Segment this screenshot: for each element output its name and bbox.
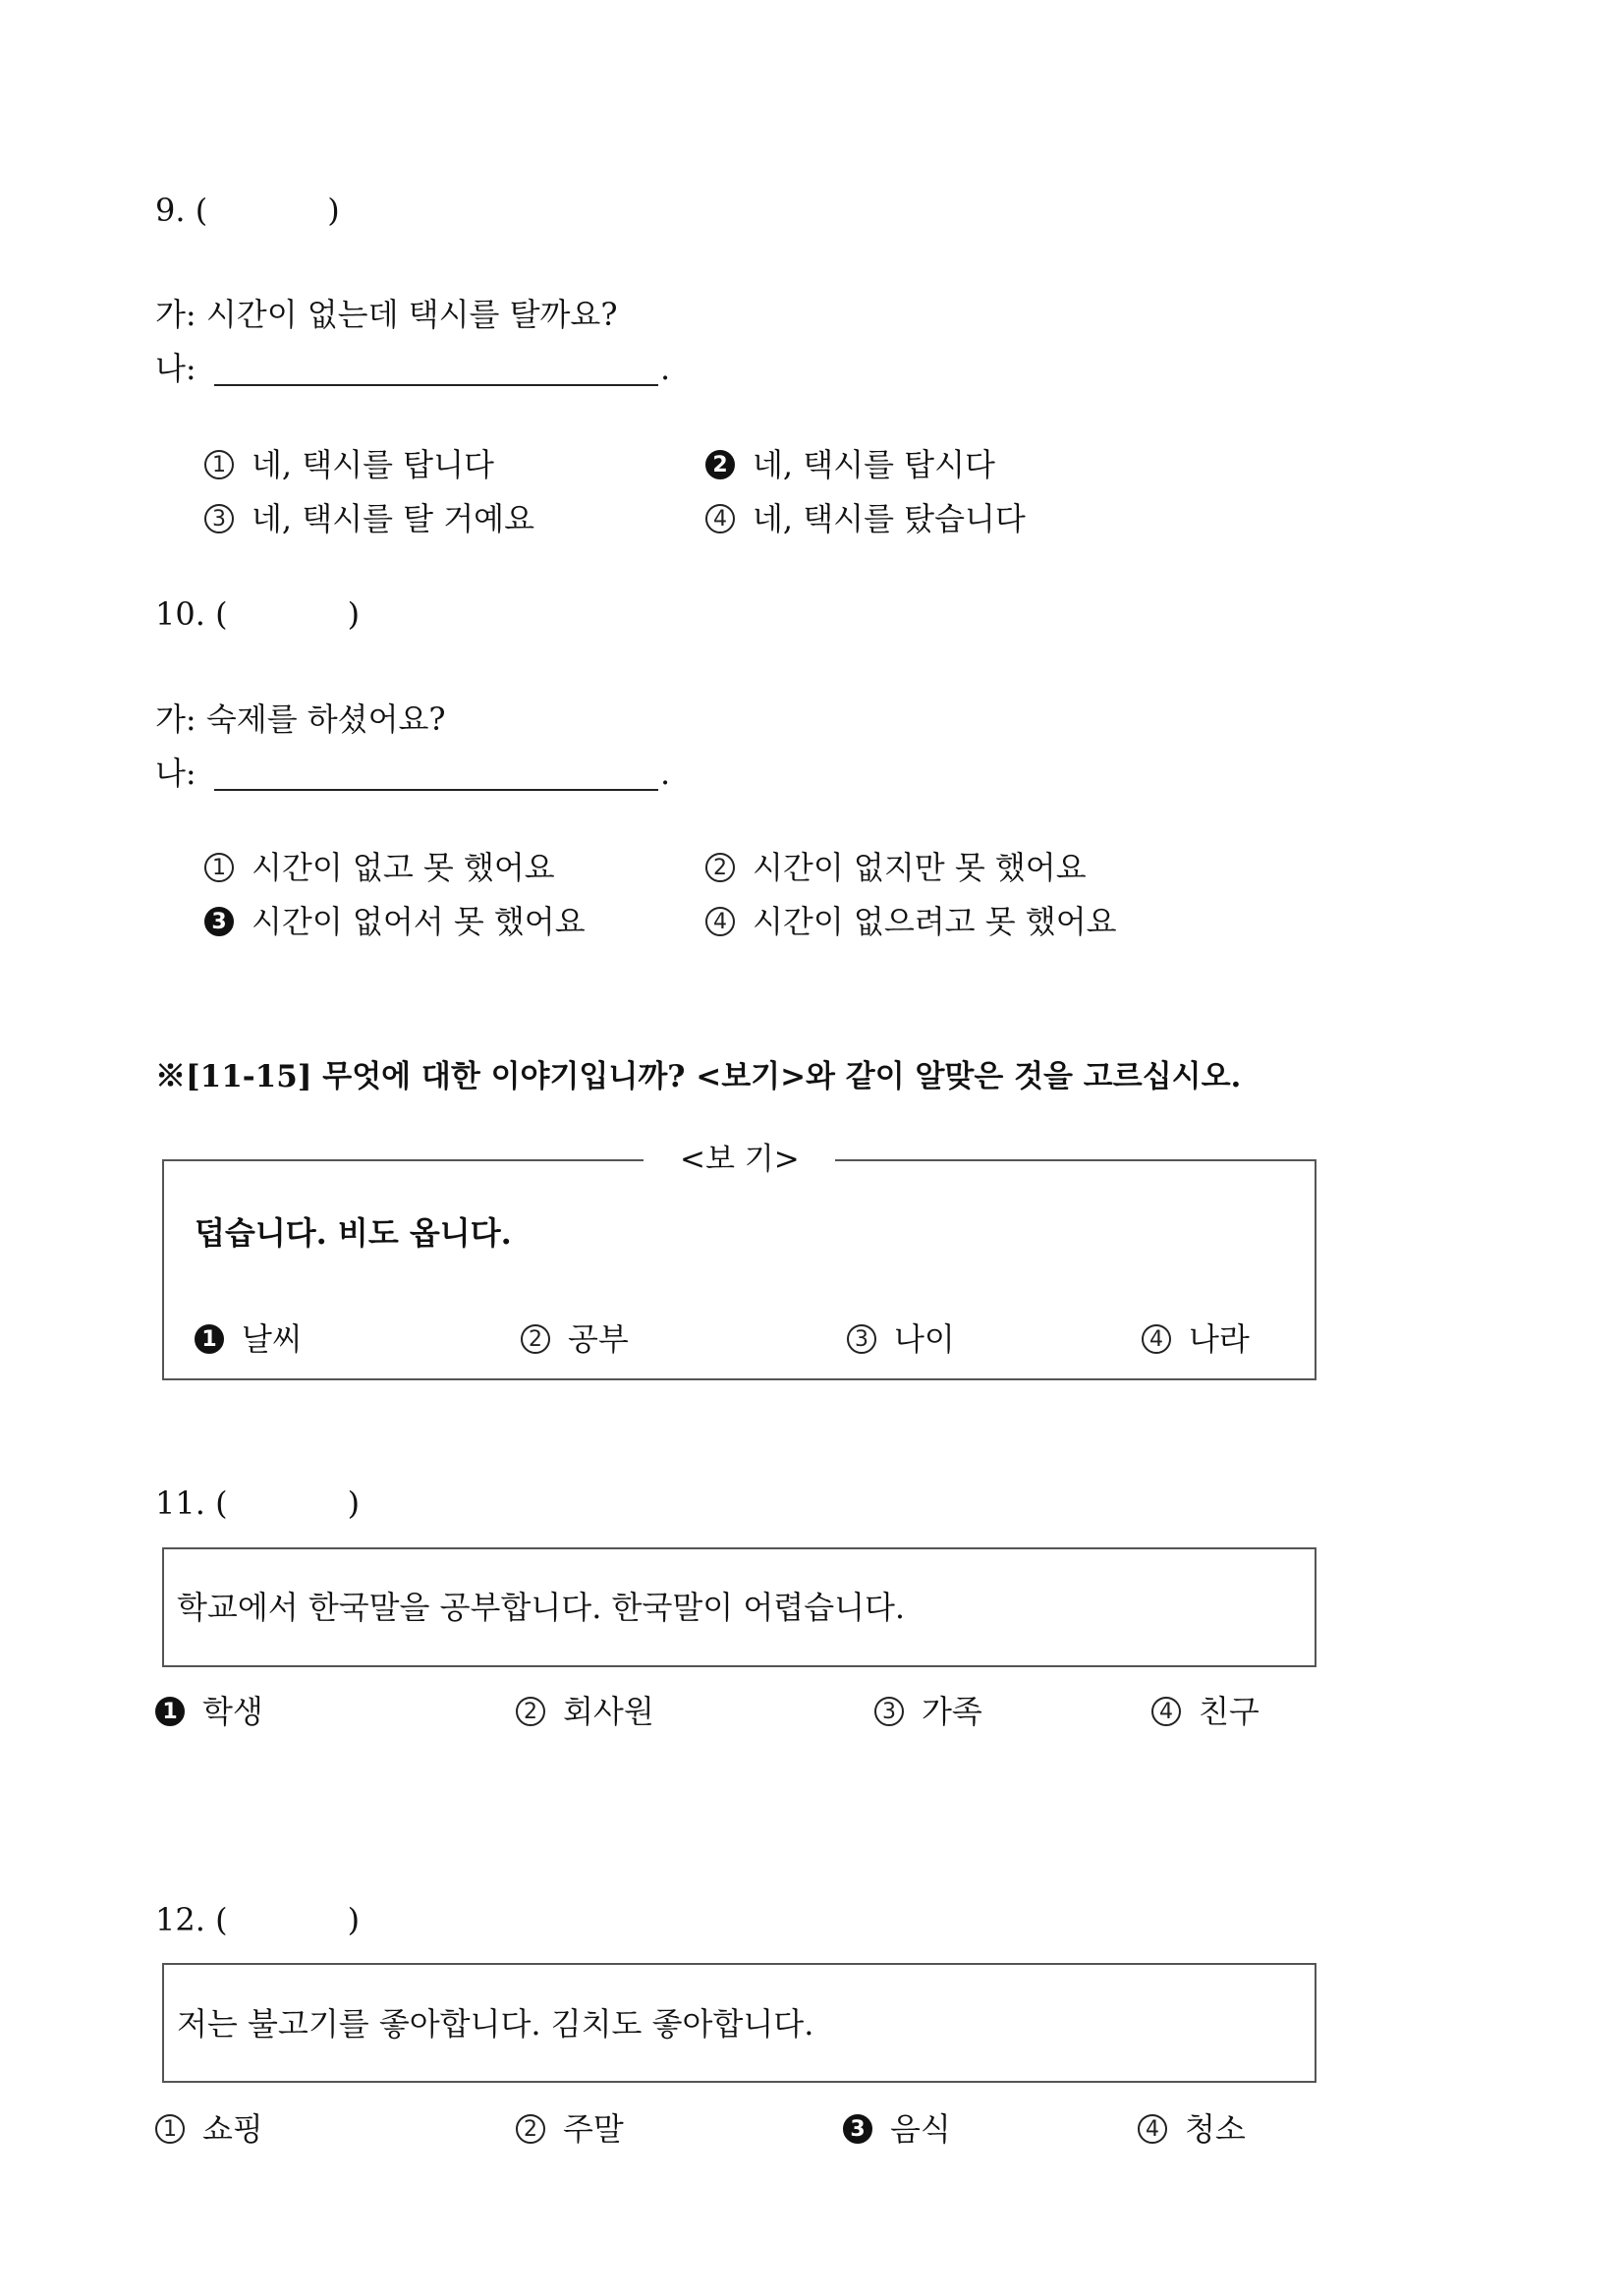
option-label: 학생 [202, 1693, 263, 1730]
option-mark-icon: 3 [204, 504, 234, 533]
option-label: 회사원 [563, 1693, 654, 1730]
option-label: 네, 택시를 탈 거예요 [252, 500, 534, 537]
question-12-number: 12. ( ) [155, 1901, 361, 1938]
example-box-top-border-right [835, 1159, 1316, 1161]
question-10-number: 10. ( ) [155, 595, 361, 633]
option-label: 네, 택시를 탑시다 [753, 446, 995, 483]
option-label: 쇼핑 [202, 2110, 263, 2148]
question-10-line-b-prefix: 나: [155, 755, 196, 792]
option-mark-icon: 3 [847, 1324, 876, 1354]
option-mark-icon: 3 [204, 907, 234, 936]
option-label: 음식 [890, 2110, 951, 2148]
option-label: 나이 [894, 1320, 955, 1358]
option-mark-icon: 3 [874, 1697, 904, 1726]
option-mark-icon: 1 [204, 853, 234, 882]
option-mark-icon: 1 [155, 2114, 185, 2144]
option-label: 시간이 없고 못 했어요 [252, 849, 555, 886]
option-label: 시간이 없어서 못 했어요 [252, 903, 586, 940]
option-label: 청소 [1185, 2110, 1246, 2148]
question-9-answer-blank[interactable] [214, 384, 658, 386]
option-mark-icon: 1 [195, 1324, 224, 1354]
option-label: 주말 [563, 2110, 624, 2148]
example-box-top-border-left [162, 1159, 644, 1161]
option-mark-icon: 2 [516, 1697, 545, 1726]
example-text: 덥습니다. 비도 옵니다. [195, 1214, 512, 1252]
option-label: 공부 [568, 1320, 629, 1358]
option-label: 네, 택시를 탔습니다 [753, 500, 1026, 537]
option-mark-icon: 3 [843, 2114, 872, 2144]
question-9-number: 9. ( ) [155, 192, 340, 229]
option-mark-icon: 1 [155, 1697, 185, 1726]
question-12-passage: 저는 불고기를 좋아합니다. 김치도 좋아합니다. [177, 2005, 814, 2043]
example-label: <보 기> [680, 1142, 800, 1177]
option-label: 친구 [1199, 1693, 1260, 1730]
question-10-answer-blank[interactable] [214, 789, 658, 791]
option-mark-icon: 4 [1142, 1324, 1171, 1354]
question-11-number: 11. ( ) [155, 1484, 361, 1522]
question-9-line-b-prefix: 나: [155, 350, 196, 387]
option-mark-icon: 2 [516, 2114, 545, 2144]
question-9-line-a: 가: 시간이 없는데 택시를 탈까요? [155, 296, 618, 333]
option-mark-icon: 4 [705, 504, 735, 533]
option-label: 네, 택시를 탑니다 [252, 446, 494, 483]
option-label: 시간이 없으려고 못 했어요 [753, 903, 1117, 940]
option-mark-icon: 4 [1151, 1697, 1181, 1726]
option-mark-icon: 2 [705, 450, 735, 479]
option-mark-icon: 4 [705, 907, 735, 936]
option-label: 가족 [922, 1693, 982, 1730]
option-label: 나라 [1189, 1320, 1250, 1358]
option-mark-icon: 1 [204, 450, 234, 479]
option-label: 날씨 [242, 1320, 303, 1358]
question-10-line-a: 가: 숙제를 하셨어요? [155, 700, 446, 738]
question-10-line-b-end: . [660, 755, 671, 792]
section-heading: ※[11-15] 무엇에 대한 이야기입니까? <보기>와 같이 알맞은 것을 고르십시오. [155, 1059, 1242, 1094]
option-mark-icon: 2 [521, 1324, 550, 1354]
option-mark-icon: 2 [705, 853, 735, 882]
option-mark-icon: 4 [1138, 2114, 1167, 2144]
option-label: 시간이 없지만 못 했어요 [753, 849, 1087, 886]
question-9-line-b-end: . [660, 350, 671, 387]
question-11-passage: 학교에서 한국말을 공부합니다. 한국말이 어렵습니다. [177, 1589, 906, 1626]
